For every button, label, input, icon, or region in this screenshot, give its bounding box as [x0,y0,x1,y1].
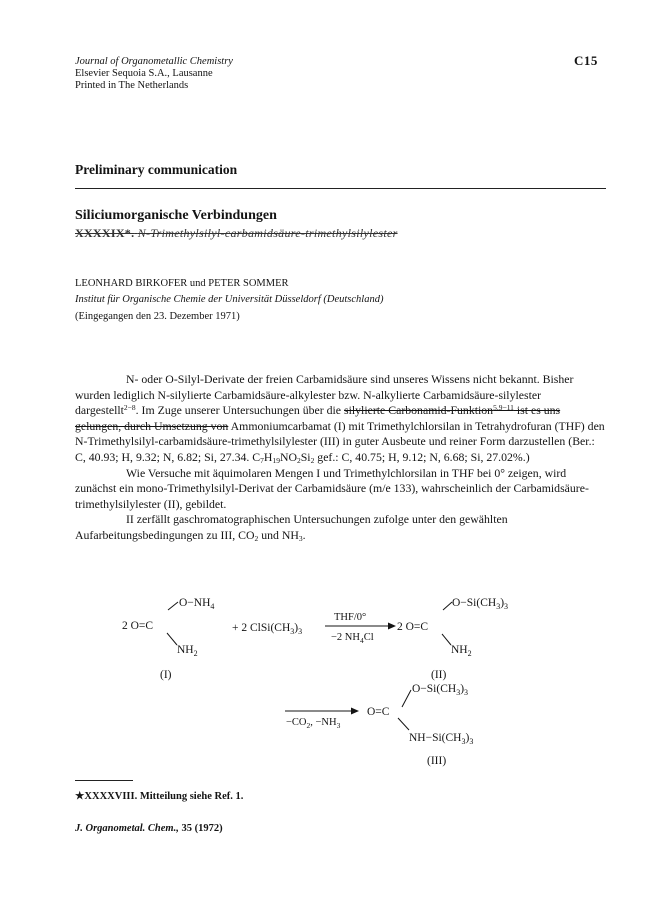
arrow-1-condition: THF/0° [334,612,367,623]
sub-c: 7 [260,455,264,465]
citation-journal: J. Organometal. Chem., [75,823,179,834]
arrow-2-byproducts: $-CO_2$, $-NH_3$ [286,717,341,730]
bond-ii-bottom [442,634,451,645]
authors: LEONHARD BIRKOFER und PETER SOMMER [75,278,289,289]
journal-citation [75,823,223,834]
ref-2-8: 2−8 [123,403,136,413]
sub-h: 19 [272,455,280,465]
sub-si: 2 [310,455,315,465]
p1-text-b: . Im Zuge unserer Untersuchungen über die [135,403,344,418]
compound-iii-top: $O-Si(CH_3)_3$ [412,683,469,697]
compound-i-center: 2 O=C [122,620,154,632]
paragraph-2: Wie Versuche mit äquimolaren Mengen I und Trimethylchlorsilan in THF bei 0° zeigen, wird zunächst ein mono-Trimethylsilyl-Derivat der Carbamidsäure (m/e 133), wahrscheinlich der Carbamidsäure-trimethylsilylester (II), gebildet. [75,465,589,511]
bond-ii-top [443,602,452,610]
page-number: C15 [574,53,598,68]
compound-iii [367,683,473,767]
institution: Institut für Organische Chemie der Universität Düsseldorf (Deutschland) [75,294,384,305]
p1-text-d: ist es uns gelungen, durch Umsetzung von [75,403,561,433]
bond-iii-top [402,690,411,707]
compound-ii-center: 2 O=C [397,621,429,633]
bond-i-top [168,602,178,610]
sub-o: 2 [297,455,301,465]
section-label: Preliminary communication [75,162,238,177]
received-date: (Eingegangen den 23. Dezember 1971) [75,311,240,322]
p3-text-a: II zerfällt gaschromatographischen Untersuchungen zufolge unter den gewählten Aufarbeitungsbedingungen zu III, CO [75,512,508,542]
citation-volume: 35 (1972) [178,823,223,834]
p1-text-i: gef.: C, 40.75; H, 9.12; N, 6.68; Si, 27.02%.) [314,449,530,464]
sub-nh3: 3 [298,533,303,543]
journal-name: Journal of Organometallic Chemistry [75,56,233,67]
p3-text-c: . [302,527,306,542]
subtitle-text: N-Trimethylsilyl-carbamidsäure-trimethylsilylester [137,226,398,240]
bond-iii-bottom [398,718,409,730]
article-title: Siliciumorganische Verbindungen [75,208,277,223]
compound-iii-center: O=C [367,706,390,718]
compound-ii-top: $O-Si(CH_3)_3$ [452,597,509,611]
compound-ii [397,597,508,681]
p1-text-e: Ammoniumcarbamat (I) mit Trimethylchlorsilan in Tetrahydrofuran (THF) den N-Trimethylsilyl-carbamidsäure-trimethylsilylester (III) in guter Ausbeute und reiner Form darzustellen (Ber.: C, 40.93; H, 9.32; N, 6.82; Si, 27.34. C [75,418,605,464]
reaction-arrow-2 [285,708,359,731]
compound-ii-label: (II) [431,669,447,681]
compound-iii-bottom: $NH-Si(CH_3)_3$ [409,732,474,746]
compound-i [122,597,214,681]
arrow-2-head [351,708,359,715]
reagent: + 2 $ClSi(CH_3)_3$ [232,622,303,636]
compound-i-bottom: $NH_2$ [177,644,198,658]
compound-i-label: (I) [160,669,172,681]
compound-iii-label: (III) [427,755,447,767]
p1-text-f: H [263,449,273,464]
p1-text-h: Si [300,449,311,464]
p1-text-c: silylierte Carbonamid-Funktion [344,403,494,418]
series-number: XXXXIX*. [75,226,135,240]
publisher: Elsevier Sequoia S.A., Lausanne [75,68,213,79]
arrow-1-byproduct: −2 $NH_4Cl$ [331,632,374,645]
printed-in: Printed in The Netherlands [75,80,189,91]
p1-text-g: NO [279,449,297,464]
p1-text-a: N- oder O-Silyl-Derivate der freien Carbamidsäure sind unseres Wissens nicht bekannt. Bisher wurden lediglich N-silylierte Carbamidsäure-alkylester bzw. N-alkylierte Carbamidsäure-silylester dargestellt [75,372,574,418]
compound-ii-bottom: $NH_2$ [451,644,472,658]
arrow-1-head [388,623,396,630]
footnote: ★XXXXVIII. Mitteilung siehe Ref. 1. [75,791,244,802]
reaction-arrow-1 [325,612,396,645]
footnote-rule [75,780,133,781]
bond-i-bottom [167,633,177,645]
compound-i-top: $O-NH_4$ [179,597,215,611]
sub-co2: 2 [254,533,259,543]
p3-text-b: und NH [258,527,299,542]
ref-5-9-11: 5,9−11 [493,403,514,413]
